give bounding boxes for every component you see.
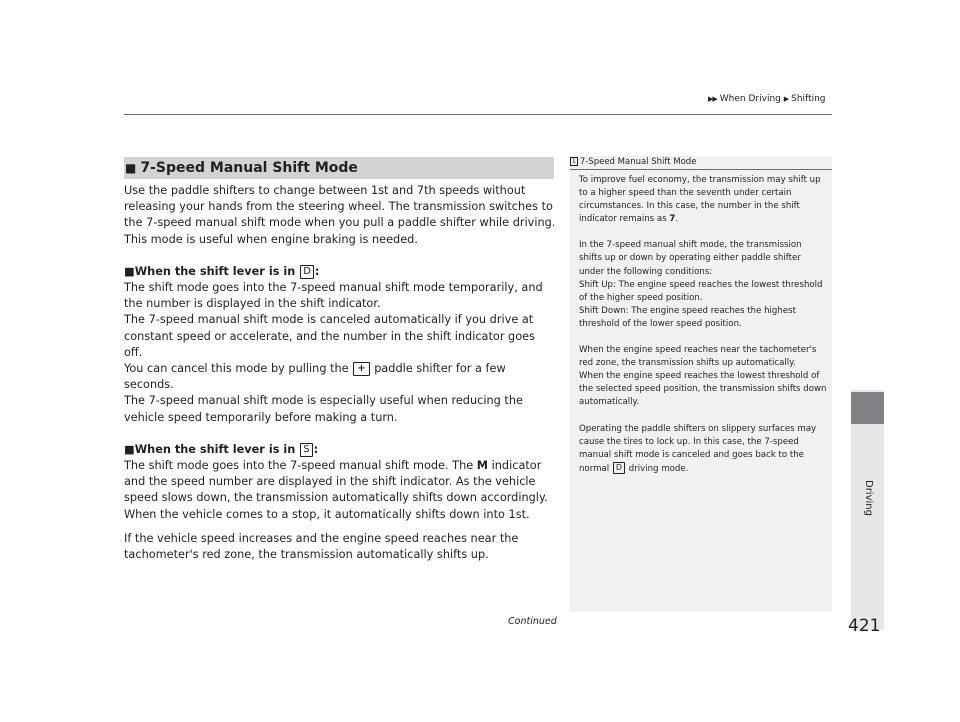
square-bullet-icon: ■ (124, 264, 135, 278)
sidebar-paragraph-1: To improve fuel economy, the transmission may shift up to a higher speed than the seventh under certain circumstances. In this case, the number in the shift indicator remains as 7. (579, 175, 821, 225)
intro-paragraph: Use the paddle shifters to change between 1st and 7th speeds without releasing your hands from the steering wheel. The transmission switches to the 7-speed manual shift mode when you pull a paddle shifter while driving. This mode is useful when engine braking is needed. (124, 184, 556, 246)
section-title: 7-Speed Manual Shift Mode (140, 160, 358, 176)
breadcrumb-arrow-icon: ▶ (783, 95, 789, 103)
subheading-s: ■When the shift lever is in S : (124, 442, 319, 456)
breadcrumb-arrow-icon: ▶▶ (708, 95, 717, 103)
reference-number: 1 (572, 158, 576, 165)
continued-label: Continued (508, 616, 557, 627)
sidebar-body (579, 174, 827, 476)
sidebar-paragraph-3b: When the engine speed reaches the lowest threshold of the selected speed position, the transmission shifts down automatically. (579, 371, 827, 408)
sidebar-title: 7-Speed Manual Shift Mode (579, 157, 697, 167)
sub2-paragraph-1: The shift mode goes into the 7-speed manual shift mode. The M indicator and the speed number are displayed in the shift indicator. As the vehicle speed slows down, the transmission automatically shifts down accordingly. When the vehicle comes to a stop, it automatically shifts down into 1st. (124, 459, 548, 521)
sub1-paragraph-1: The shift mode goes into the 7-speed manual shift mode temporarily, and the number is displayed in the shift indicator. (124, 281, 543, 311)
sidebar-paragraph-3: When the engine speed reaches near the tachometer's red zone, the transmission shifts up automatically. (579, 345, 817, 369)
side-tab-marker (851, 392, 884, 424)
m-indicator: M (476, 459, 489, 473)
sidebar-paragraph-4: Operating the paddle shifters on slippery surfaces may cause the tires to lock up. In this case, the 7-speed manual shift mode is canceled and goes back to the normal D driving mode. (579, 423, 817, 474)
sidebar-paragraph-2: In the 7-speed manual shift mode, the transmission shifts up or down by operating either paddle shifter under the following conditions: (579, 240, 802, 277)
section-header (124, 157, 554, 179)
sub1-paragraph-3: You can cancel this mode by pulling the + paddle shifter for a few seconds. (124, 362, 506, 392)
subheading-d: ■When the shift lever is in D : (124, 264, 320, 278)
sidebar-shift-up: Shift Up: The engine speed reaches the lowest threshold of the higher speed position. (579, 279, 823, 303)
page-number: 421 (848, 616, 881, 636)
d-key: D (300, 265, 314, 279)
sub1-paragraph-4: The 7-speed manual shift mode is especially useful when reducing the vehicle speed temporarily before making a turn. (124, 394, 523, 424)
square-bullet-icon: ■ (124, 442, 135, 456)
section-square-icon: ■ (125, 161, 137, 175)
sub1-paragraph-2: The 7-speed manual shift mode is canceled automatically if you drive at constant speed or accelerate, and the number in the shift indicator goes off. (124, 313, 535, 359)
sidebar-shift-down: Shift Down: The engine speed reaches the highest threshold of the lower speed position. (579, 305, 796, 329)
sidebar-heading (570, 157, 832, 170)
main-content (124, 183, 556, 563)
plus-key: + (353, 362, 369, 376)
s-key: S (300, 443, 312, 457)
d-key: D (613, 462, 625, 474)
breadcrumb (708, 94, 826, 104)
header-rule (124, 114, 832, 115)
closing-paragraph: If the vehicle speed increases and the engine speed reaches near the tachometer's red zone, the transmission automatically shifts up. (124, 531, 519, 562)
side-tab-label: Driving (863, 480, 874, 516)
breadcrumb-level-1: When Driving (719, 94, 781, 104)
breadcrumb-level-2: Shifting (791, 94, 826, 104)
